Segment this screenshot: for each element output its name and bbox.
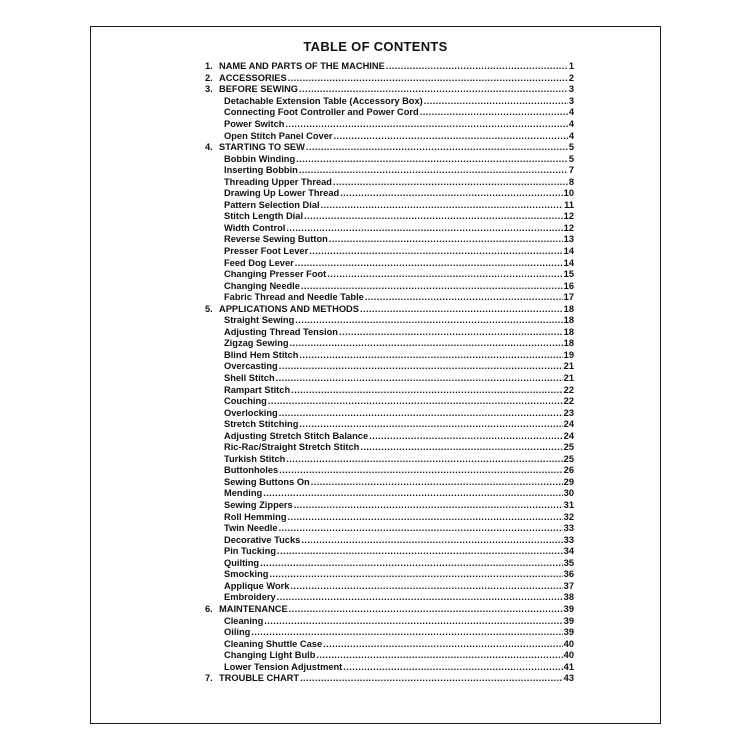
toc-entry-page-number: 10: [563, 188, 574, 199]
toc-entry-page-number: 15: [563, 269, 574, 280]
toc-subsection-entry: [205, 510, 574, 522]
toc-subsection-entry: [205, 268, 574, 280]
toc-entry-title: Detachable Extension Table (Accessory Box): [224, 95, 423, 106]
toc-subsection-entry: [205, 291, 574, 303]
toc-subsection-entry: [205, 499, 574, 511]
toc-entry-page-number: 8: [568, 176, 574, 187]
toc-subsection-entry: [205, 430, 574, 442]
toc-entry-page-number: 39: [563, 615, 574, 626]
toc-entry-page-number: 40: [563, 638, 574, 649]
toc-dot-leader: [276, 374, 563, 383]
toc-entry-page-number: 11: [564, 199, 574, 210]
toc-entry-title: Zigzag Sewing: [224, 338, 289, 349]
toc-subsection-entry: [205, 545, 574, 557]
toc-entry-page-number: 33: [563, 534, 574, 545]
toc-entry-page-number: 18: [563, 315, 574, 326]
toc-dot-leader: [306, 143, 568, 152]
toc-entry-page-number: 29: [563, 476, 574, 487]
toc-dot-leader: [369, 432, 563, 441]
toc-subsection-entry: [205, 337, 574, 349]
toc-dot-leader: [260, 559, 563, 568]
toc-entry-title: Smocking: [224, 569, 269, 580]
toc-subsection-entry: [205, 245, 574, 257]
toc-dot-leader: [420, 108, 568, 117]
toc-subsection-entry: [205, 660, 574, 672]
toc-entry-title: Buttonholes: [224, 465, 279, 476]
toc-subsection-entry: [205, 187, 574, 199]
toc-dot-leader: [299, 420, 562, 429]
toc-entry-title: Ric-Rac/Straight Stretch Stitch: [224, 442, 360, 453]
toc-subsection-entry: [205, 118, 574, 130]
toc-subsection-entry: [205, 418, 574, 430]
toc-dot-leader: [264, 617, 562, 626]
toc-entry-title: Inserting Bobbin: [224, 165, 298, 176]
toc-entry-title: Fabric Thread and Needle Table: [224, 292, 364, 303]
toc-entry-page-number: 22: [563, 384, 574, 395]
toc-subsection-entry: [205, 372, 574, 384]
toc-entry-page-number: 41: [563, 661, 574, 672]
toc-entry-number: 1.: [205, 61, 213, 72]
toc-subsection-entry: [205, 614, 574, 626]
toc-entry-title: Connecting Foot Controller and Power Cord: [224, 107, 419, 118]
toc-entry-page-number: 36: [563, 569, 574, 580]
toc-entry-title: Decorative Tucks: [224, 534, 301, 545]
toc-dot-leader: [263, 489, 562, 498]
toc-subsection-entry: [205, 464, 574, 476]
toc-entry-page-number: 32: [563, 511, 574, 522]
toc-entry-page-number: 35: [563, 557, 574, 568]
toc-subsection-entry: [205, 210, 574, 222]
toc-dot-leader: [279, 409, 563, 418]
toc-entry-page-number: 33: [563, 523, 574, 534]
toc-entry-title: Adjusting Stretch Stitch Balance: [224, 430, 369, 441]
toc-entry-page-number: 12: [563, 211, 574, 222]
toc-subsection-entry: [205, 314, 574, 326]
toc-entry-title: Pin Tucking: [224, 546, 276, 557]
toc-entry-page-number: 38: [563, 592, 574, 603]
toc-entry-page-number: 3: [568, 95, 574, 106]
toc-entry-page-number: 34: [563, 546, 574, 557]
toc-dot-leader: [277, 593, 563, 602]
toc-dot-leader: [286, 455, 562, 464]
toc-entry-page-number: 5: [568, 142, 574, 153]
toc-entry-title: APPLICATIONS AND METHODS: [219, 303, 359, 314]
toc-entry-page-number: 13: [563, 234, 574, 245]
toc-subsection-entry: [205, 395, 574, 407]
toc-section-entry: [205, 603, 574, 615]
toc-subsection-entry: [205, 522, 574, 534]
toc-subsection-entry: [205, 453, 574, 465]
toc-dot-leader: [288, 513, 563, 522]
toc-entry-title: Changing Needle: [224, 280, 300, 291]
toc-dot-leader: [329, 235, 563, 244]
toc-subsection-entry: [205, 175, 574, 187]
toc-entry-page-number: 5: [568, 153, 574, 164]
toc-entry-page-number: 14: [563, 257, 574, 268]
toc-entry-title: Rampart Stitch: [224, 384, 291, 395]
toc-subsection-entry: [205, 222, 574, 234]
toc-dot-leader: [343, 663, 562, 672]
toc-subsection-entry: [205, 533, 574, 545]
toc-subsection-entry: [205, 279, 574, 291]
toc-dot-leader: [289, 605, 563, 614]
toc-entry-number: 3.: [205, 84, 213, 95]
toc-entry-page-number: 43: [563, 673, 574, 684]
toc-entry-title: BEFORE SEWING: [219, 84, 299, 95]
toc-subsection-entry: [205, 626, 574, 638]
toc-entry-page-number: 19: [563, 349, 574, 360]
toc-entry-title: Cleaning: [224, 615, 264, 626]
toc-entry-page-number: 3: [568, 84, 574, 95]
toc-entry-title: Reverse Sewing Button: [224, 234, 328, 245]
toc-entry-title: Applique Work: [224, 580, 290, 591]
toc-dot-leader: [334, 132, 568, 141]
toc-entry-title: Blind Hem Stitch: [224, 349, 299, 360]
toc-dot-leader: [323, 640, 563, 649]
toc-entry-page-number: 30: [563, 488, 574, 499]
toc-subsection-entry: [205, 106, 574, 118]
toc-entry-title: Width Control: [224, 222, 286, 233]
toc-dot-leader: [288, 74, 568, 83]
toc-subsection-entry: [205, 476, 574, 488]
toc-entry-title: Power Switch: [224, 118, 285, 129]
toc-entry-page-number: 21: [563, 373, 574, 384]
toc-entry-title: Embroidery: [224, 592, 276, 603]
toc-dot-leader: [299, 85, 568, 94]
toc-dot-leader: [290, 582, 562, 591]
toc-subsection-entry: [205, 383, 574, 395]
toc-dot-leader: [327, 270, 562, 279]
toc-dot-leader: [340, 189, 562, 198]
toc-entry-page-number: 2: [568, 72, 574, 83]
toc-entry-title: Changing Light Bulb: [224, 650, 316, 661]
toc-dot-leader: [294, 501, 563, 510]
toc-entry-title: Feed Dog Lever: [224, 257, 294, 268]
toc-entry-page-number: 37: [563, 580, 574, 591]
toc-dot-leader: [299, 166, 568, 175]
toc-subsection-entry: [205, 360, 574, 372]
toc-entry-title: Mending: [224, 488, 263, 499]
page-title: TABLE OF CONTENTS: [303, 39, 448, 54]
toc-dot-leader: [277, 547, 563, 556]
toc-entry-page-number: 31: [563, 500, 574, 511]
toc-entry-title: Presser Foot Lever: [224, 246, 309, 256]
toc-entry-title: Pattern Selection Dial: [224, 199, 320, 210]
toc-entry-title: Shell Stitch: [224, 373, 275, 384]
toc-entry-number: 4.: [205, 142, 213, 153]
toc-entry-title: Cleaning Shuttle Case: [224, 638, 323, 649]
toc-entry-page-number: 25: [563, 442, 574, 453]
toc-dot-leader: [309, 247, 562, 256]
toc-entry-title: Straight Sewing: [224, 315, 295, 326]
toc-dot-leader: [301, 536, 562, 545]
toc-entry-title: Couching: [224, 396, 267, 407]
document-page: [90, 26, 661, 724]
toc-entry-page-number: 18: [563, 303, 574, 314]
toc-entry-page-number: 7: [568, 165, 574, 176]
toc-section-entry: [205, 141, 574, 153]
toc-entry-page-number: 12: [563, 222, 574, 233]
toc-dot-leader: [269, 570, 562, 579]
toc-dot-leader: [360, 443, 562, 452]
toc-dot-leader: [424, 97, 568, 106]
toc-entry-number: 5.: [205, 303, 213, 314]
toc-subsection-entry: [205, 580, 574, 592]
toc-entry-page-number: 18: [563, 326, 574, 337]
toc-subsection-entry: [205, 591, 574, 603]
toc-entry-page-number: 4: [568, 118, 574, 129]
toc-entry-title: Sewing Buttons On: [224, 476, 310, 487]
toc-dot-leader: [286, 224, 562, 233]
toc-dot-leader: [333, 178, 568, 187]
toc-entry-title: Overlocking: [224, 407, 278, 418]
toc-subsection-entry: [205, 233, 574, 245]
toc-entry-title: ACCESSORIES: [219, 72, 287, 83]
toc-subsection-entry: [205, 349, 574, 361]
toc-entry-number: 6.: [205, 603, 213, 614]
toc-entry-page-number: 16: [563, 280, 574, 291]
toc-subsection-entry: [205, 568, 574, 580]
toc-entry-page-number: 1: [568, 61, 574, 72]
toc-entry-title: STARTING TO SEW: [219, 142, 305, 153]
toc-entry-title: Changing Presser Foot: [224, 269, 327, 280]
toc-subsection-entry: [205, 557, 574, 569]
toc-dot-leader: [290, 339, 563, 348]
toc-entry-title: NAME AND PARTS OF THE MACHINE: [219, 61, 385, 72]
toc-subsection-entry: [205, 487, 574, 499]
toc-dot-leader: [296, 155, 568, 164]
toc-subsection-entry: [205, 256, 574, 268]
toc-entry-title: Drawing Up Lower Thread: [224, 188, 340, 199]
toc-dot-leader: [295, 259, 563, 268]
toc-subsection-entry: [205, 649, 574, 661]
toc-entry-title: Oiling: [224, 627, 251, 638]
toc-entry-title: Roll Hemming: [224, 511, 287, 522]
toc-dot-leader: [251, 628, 562, 637]
toc-subsection-entry: [205, 152, 574, 164]
toc-entry-page-number: 25: [563, 453, 574, 464]
toc-entry-page-number: 4: [568, 107, 574, 118]
toc-entry-page-number: 39: [563, 627, 574, 638]
toc-entry-title: Stitch Length Dial: [224, 211, 304, 222]
toc-entry-page-number: 40: [563, 650, 574, 661]
toc-dot-leader: [299, 351, 562, 360]
toc-entry-page-number: 14: [563, 246, 574, 256]
toc-entry-title: Stretch Stitching: [224, 419, 299, 430]
toc-entry-page-number: 17: [563, 292, 574, 303]
toc-section-entry: [205, 672, 574, 684]
toc-dot-leader: [360, 305, 563, 314]
toc-entry-page-number: 39: [563, 603, 574, 614]
toc-dot-leader: [386, 62, 568, 71]
toc-entry-title: Sewing Zippers: [224, 500, 293, 511]
toc-dot-leader: [300, 674, 563, 683]
toc-section-entry: [205, 83, 574, 95]
toc-dot-leader: [279, 362, 563, 371]
toc-entry-title: Quilting: [224, 557, 260, 568]
toc-subsection-entry: [205, 95, 574, 107]
toc-entry-title: Threading Upper Thread: [224, 176, 332, 187]
toc-dot-leader: [339, 328, 563, 337]
toc-section-entry: [205, 60, 574, 72]
toc-dot-leader: [321, 201, 564, 210]
toc-entry-title: Adjusting Thread Tension: [224, 326, 338, 337]
toc-entry-title: TROUBLE CHART: [219, 673, 300, 684]
toc-entry-page-number: 18: [563, 338, 574, 349]
toc-entry-page-number: 26: [563, 465, 574, 476]
toc-subsection-entry: [205, 326, 574, 338]
toc-dot-leader: [316, 651, 562, 660]
toc-section-entry: [205, 72, 574, 84]
toc-entry-page-number: 4: [568, 130, 574, 141]
toc-entry-title: MAINTENANCE: [219, 603, 288, 614]
toc-entry-page-number: 23: [563, 407, 574, 418]
toc-entry-title: Turkish Stitch: [224, 453, 286, 464]
toc-section-entry: [205, 302, 574, 314]
toc-entry-page-number: 22: [563, 396, 574, 407]
toc-dot-leader: [365, 293, 563, 302]
toc-subsection-entry: [205, 164, 574, 176]
table-of-contents-list: [205, 60, 574, 684]
toc-entry-page-number: 24: [563, 419, 574, 430]
toc-dot-leader: [295, 316, 562, 325]
toc-dot-leader: [279, 524, 563, 533]
toc-entry-page-number: 24: [563, 430, 574, 441]
toc-entry-title: Bobbin Winding: [224, 153, 296, 164]
toc-entry-title: Overcasting: [224, 361, 278, 372]
toc-dot-leader: [291, 386, 563, 395]
toc-dot-leader: [311, 478, 563, 487]
toc-entry-number: 2.: [205, 72, 213, 83]
toc-dot-leader: [301, 282, 563, 291]
toc-entry-title: Twin Needle: [224, 523, 278, 534]
toc-entry-title: Open Stitch Panel Cover: [224, 130, 333, 141]
toc-entry-title: Lower Tension Adjustment: [224, 661, 343, 672]
toc-subsection-entry: [205, 199, 574, 211]
toc-dot-leader: [304, 212, 563, 221]
toc-subsection-entry: [205, 637, 574, 649]
toc-entry-page-number: 21: [563, 361, 574, 372]
toc-dot-leader: [279, 466, 562, 475]
toc-dot-leader: [285, 120, 567, 129]
toc-subsection-entry: [205, 441, 574, 453]
toc-entry-number: 7.: [205, 673, 213, 684]
toc-subsection-entry: [205, 129, 574, 141]
toc-dot-leader: [268, 397, 563, 406]
toc-subsection-entry: [205, 406, 574, 418]
